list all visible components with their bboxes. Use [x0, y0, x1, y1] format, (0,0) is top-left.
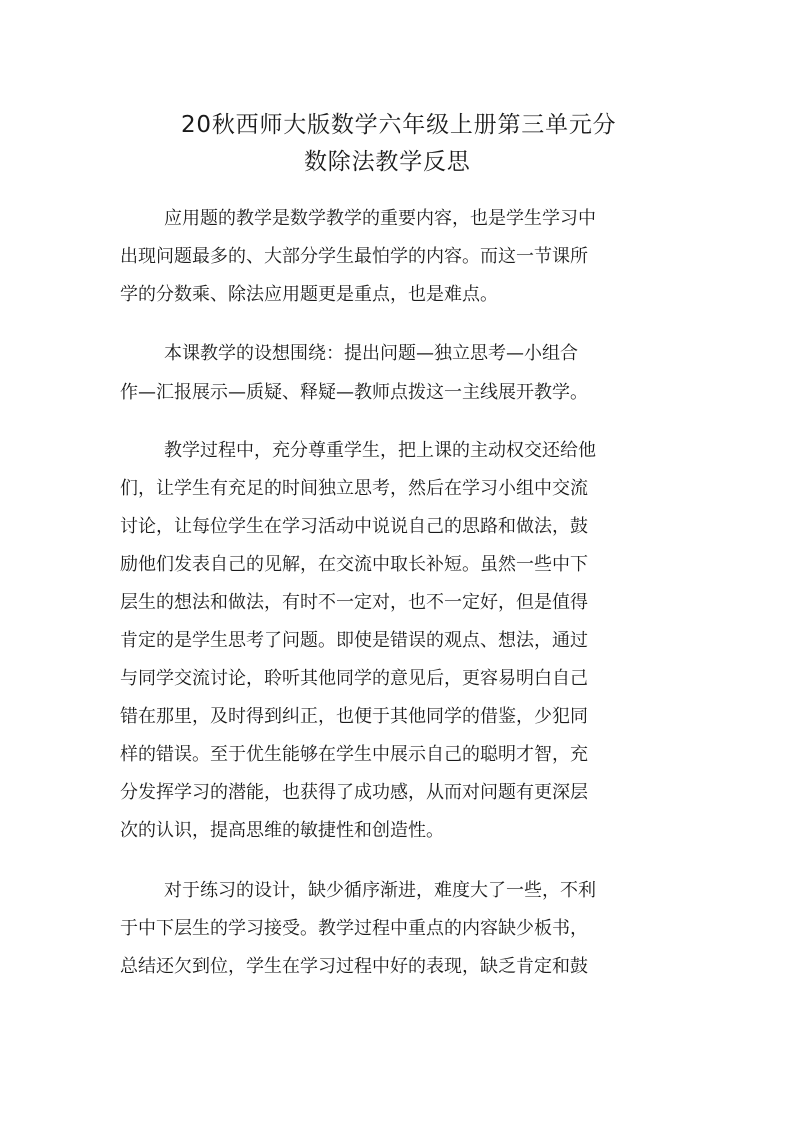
paragraph-line: 于中下层生的学习接受。教学过程中重点的内容缺少板书，: [120, 918, 588, 939]
paragraph-line: 与同学交流讨论，聆听其他同学的意见后，更容易明白自己: [120, 668, 588, 689]
paragraph-line: 肯定的是学生思考了问题。即使是错误的观点、想法，通过: [120, 630, 588, 651]
paragraph-line: 样的错误。至于优生能够在学生中展示自己的聪明才智，充: [120, 744, 588, 765]
paragraph-line: 分发挥学习的潜能，也获得了成功感，从而对问题有更深层: [120, 782, 588, 803]
paragraph-line: 本课教学的设想围绕：提出问题—独立思考—小组合: [164, 343, 578, 364]
paragraph-line: 次的认识，提高思维的敏捷性和创造性。: [120, 820, 444, 841]
paragraph-line: 应用题的教学是数学教学的重要内容，也是学生学习中: [164, 208, 596, 229]
paragraph-line: 层生的想法和做法，有时不一定对，也不一定好，但是值得: [120, 592, 588, 613]
paragraph-line: 讨论，让每位学生在学习活动中说说自己的思路和做法，鼓: [120, 516, 588, 537]
paragraph-line: 错在那里，及时得到纠正，也便于其他同学的借鉴，少犯同: [120, 706, 588, 727]
paragraph-line: 教学过程中，充分尊重学生，把上课的主动权交还给他: [164, 440, 596, 461]
paragraph-line: 作—汇报展示—质疑、释疑—教师点拨这一主线展开教学。: [120, 382, 588, 403]
paragraph-line: 励他们发表自己的见解，在交流中取长补短。虽然一些中下: [120, 554, 588, 575]
paragraph-line: 学的分数乘、除法应用题更是重点，也是难点。: [120, 284, 498, 305]
paragraph-line: 总结还欠到位，学生在学习过程中好的表现，缺乏肯定和鼓: [120, 956, 588, 977]
paragraph-line: 们，让学生有充足的时间独立思考，然后在学习小组中交流: [120, 478, 588, 499]
paragraph-line: 出现问题最多的、大部分学生最怕学的内容。而这一节课所: [120, 246, 588, 267]
paragraph-line: 对于练习的设计，缺少循序渐进，难度大了一些，不利: [164, 880, 596, 901]
document-title-line-2: 数除法教学反思: [304, 149, 471, 175]
document-title-line-1: 20秋西师大版数学六年级上册第三单元分: [181, 112, 617, 138]
